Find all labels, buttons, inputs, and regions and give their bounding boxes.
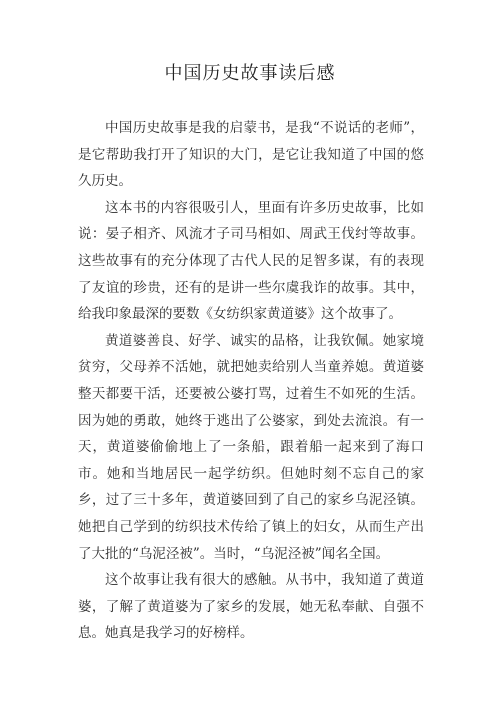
document-title: 中国历史故事读后感 [164, 63, 336, 84]
paragraph: 这个故事让我有很大的感触。从书中，我知道了黄道婆，了解了黄道婆为了家乡的发展，她无私奉献、自强不息。她真是我学习的好榜样。 [78, 572, 424, 642]
paragraph: 这本书的内容很吸引人，里面有许多历史故事，比如说：晏子相齐、风流才子司马相如、周武王伐纣等故事。这些故事有的充分体现了古代人民的足智多谋，有的表现了友谊的珍贵，还有的是讲一些尔虞我诈的故事。其中，给我印象最深的要数《女纺织家黄道婆》这个故事了。 [78, 199, 424, 323]
document-body [78, 115, 424, 647]
paragraph: 中国历史故事是我的启蒙书，是我“不说话的老师”，是它帮助我打开了知识的大门，是它让我知道了中国的悠久历史。 [78, 120, 424, 190]
paragraph: 黄道婆善良、好学、诚实的品格，让我钦佩。她家境贫穷，父母养不活她，就把她卖给别人当童养媳。黄道婆整天都要干活，还要被公婆打骂，过着生不如死的生活。因为她的勇敢，她终于逃出了公婆家，到处去流浪。有一天，黄道婆偷偷地上了一条船，跟着船一起来到了海口市。她和当地居民一起学纺织。但她时刻不忘自己的家乡，过了三十多年，黄道婆回到了自己的家乡乌泥泾镇。她把自己学到的纺织技术传给了镇上的妇女，从而生产出了大批的“乌泥泾被”。当时，“乌泥泾被”闻名全国。 [78, 332, 424, 562]
